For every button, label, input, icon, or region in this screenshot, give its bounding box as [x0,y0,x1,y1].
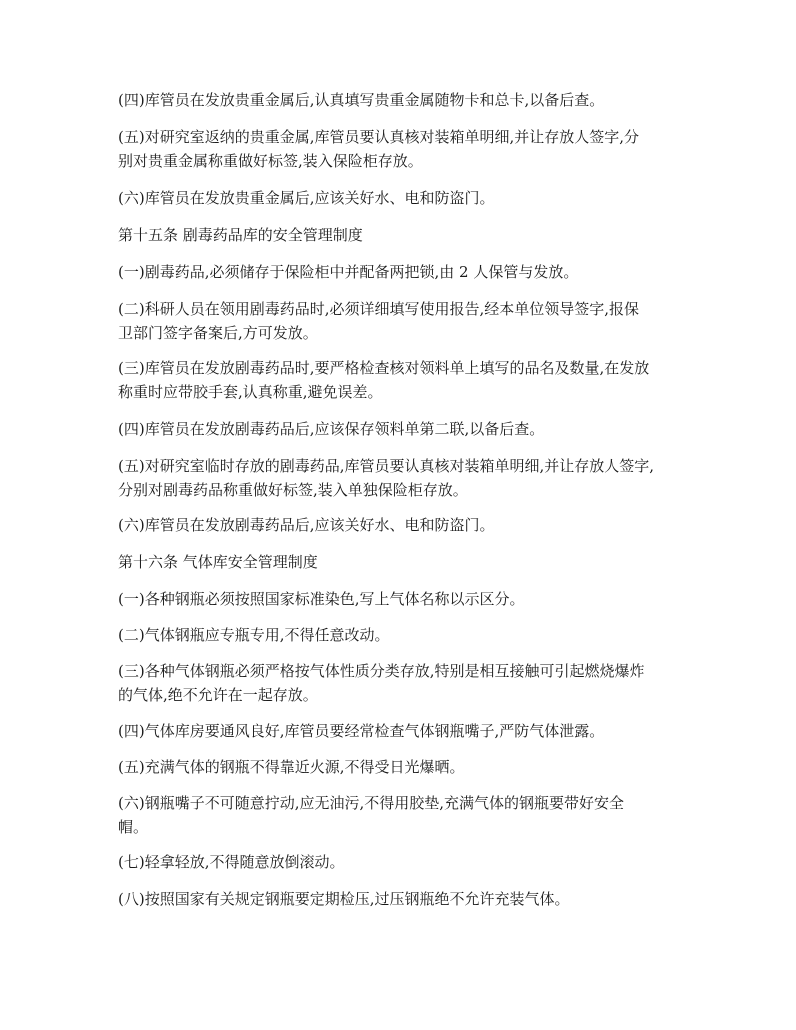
text-line: 帽。 [118,818,149,836]
article-16-heading [118,550,684,574]
text-line: (三)库管员在发放剧毒药品时,要严格检查核对领料单上填写的品名及数量,在发放 [118,359,650,377]
text-line: (二)科研人员在领用剧毒药品时,必须详细填写使用报告,经本单位领导签字,报保 [118,300,640,318]
text-line: (五)对研究室临时存放的剧毒药品,库管员要认真核对装箱单明细,并让存放人签字, [118,457,655,475]
paragraph-item-6-precious-metal-close [118,186,684,210]
text-line: (五)对研究室返纳的贵重金属,库管员要认真核对装箱单明细,并让存放人签字,分 [118,128,640,146]
paragraph-item-3-toxic-issuing [118,356,684,404]
text-line: (三)各种气体钢瓶必须严格按气体性质分类存放,特别是相互接触可引起燃烧爆炸 [118,662,645,680]
paragraph-item-5-precious-metal-return [118,125,684,173]
paragraph-item-3-cylinder-separation [118,659,684,707]
paragraph-item-8-inspection [118,887,684,911]
paragraph-item-4-precious-metal-records [118,88,684,112]
text-line: 分别对剧毒药品称重做好标签,装入单独保险柜存放。 [118,481,468,499]
text-line: 别对贵重金属称重做好标签,装入保险柜存放。 [118,152,423,170]
text-line: (四)气体库房要通风良好,库管员要经常检查气体钢瓶嘴子,严防气体泄露。 [118,722,605,740]
text-line: 称重时应带胶手套,认真称重,避免误差。 [118,383,383,401]
paragraph-item-7-handling [118,850,684,874]
paragraph-item-2-toxic-requisition [118,297,684,345]
paragraph-item-1-cylinder-color [118,587,684,611]
text-line: (五)充满气体的钢瓶不得靠近火源,不得受日光爆晒。 [118,758,465,776]
article-15-heading [118,223,684,247]
text-line: (六)库管员在发放剧毒药品后,应该关好水、电和防盗门。 [118,516,495,534]
paragraph-item-5-toxic-temporary [118,454,684,502]
text-line: (七)轻拿轻放,不得随意放倒滚动。 [118,853,345,871]
text-line: 的气体,绝不允许在一起存放。 [118,686,318,704]
text-line: (一)剧毒药品,必须储存于保险柜中并配备两把锁,由 2 人保管与发放。 [118,263,579,281]
text-line: (六)库管员在发放贵重金属后,应该关好水、电和防盗门。 [118,189,495,207]
text-line: (六)钢瓶嘴子不可随意拧动,应无油污,不得用胶垫,充满气体的钢瓶要带好安全 [118,794,625,812]
paragraph-item-6-cylinder-valve [118,791,684,839]
paragraph-item-4-gas-ventilation [118,719,684,743]
section-heading: 第十五条 剧毒药品库的安全管理制度 [118,226,363,244]
paragraph-item-5-cylinder-heat [118,755,684,779]
text-line: 卫部门签字备案后,方可发放。 [118,324,318,342]
text-line: (一)各种钢瓶必须按照国家标准染色,写上气体名称以示区分。 [118,590,525,608]
text-line: (八)按照国家有关规定钢瓶要定期检压,过压钢瓶绝不允许充装气体。 [118,890,570,908]
paragraph-item-1-toxic-storage [118,260,684,284]
text-line: (二)气体钢瓶应专瓶专用,不得任意改动。 [118,626,390,644]
paragraph-item-6-toxic-close [118,513,684,537]
text-line: (四)库管员在发放剧毒药品后,应该保存领料单第二联,以备后查。 [118,420,545,438]
section-heading: 第十六条 气体库安全管理制度 [118,553,318,571]
paragraph-item-2-cylinder-dedicated [118,623,684,647]
text-line: (四)库管员在发放贵重金属后,认真填写贵重金属随物卡和总卡,以备后查。 [118,91,605,109]
paragraph-item-4-toxic-records [118,417,684,441]
